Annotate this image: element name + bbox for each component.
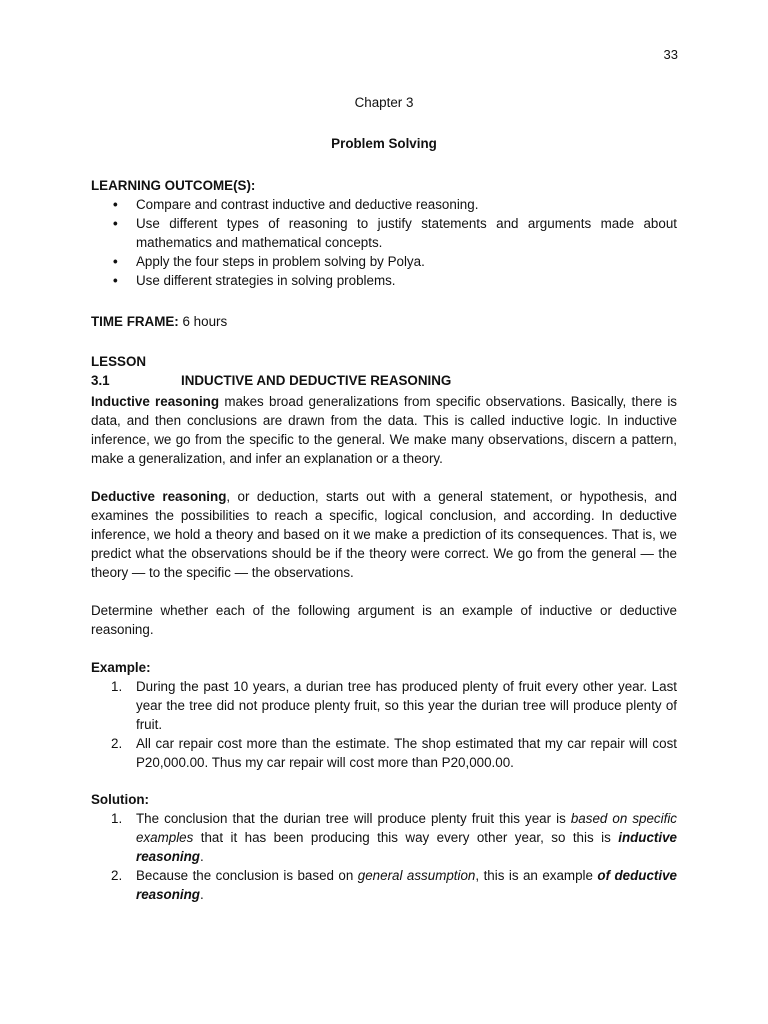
instruction-paragraph: Determine whether each of the following argument is an example of inductive or deductive reasoning. [91,603,677,637]
solution-list [91,809,677,904]
lesson-heading [91,352,677,390]
list-item: 2. All car repair cost more than the estimate. The shop estimated that my car repair will cost P20,000.00. Thus my car repair will cost more than P20,000.00. [111,736,677,770]
learning-outcomes-heading: LEARNING OUTCOME(S): [91,178,256,193]
page-title: Problem Solving [331,136,437,151]
bullet-icon: • [113,216,118,231]
list-item: 1. During the past 10 years, a durian tree has produced plenty of fruit every other year. Last year the tree did not produce plenty fruit, so this year the durian tree will produce plenty of fruit. [111,679,677,732]
time-frame-label: TIME FRAME: [91,314,179,329]
list-item: • Compare and contrast inductive and deductive reasoning. [113,197,479,212]
solution-heading: Solution: [91,792,150,807]
lesson-title: INDUCTIVE AND DEDUCTIVE REASONING [181,373,452,388]
time-frame [91,312,677,331]
example-list [91,677,677,772]
page-number: 33 [663,47,678,62]
example-section [91,658,677,772]
bullet-icon: • [113,254,118,269]
inductive-paragraph [91,392,677,468]
list-item: • Apply the four steps in problem solving by Polya. [113,254,425,269]
bullet-icon: • [113,273,118,288]
learning-outcomes-list [91,195,677,290]
list-item: 2. Because the conclusion is based on general assumption, this is an example of deductive reasoning. [111,868,678,902]
bullet-icon: • [113,197,118,212]
list-item: • Use different types of reasoning to justify statements and arguments made about mathematics and mathematical concepts. [113,216,677,250]
list-item: • Use different strategies in solving problems. [113,273,396,288]
lesson-number: LESSON 3.1 [91,354,147,388]
example-heading: Example: [91,660,151,675]
time-frame-value: 6 hours [182,314,228,329]
learning-outcomes-section [91,176,677,290]
inductive-term: Inductive reasoning [91,394,220,409]
deductive-text: , or deduction, starts out with a general statement, or hypothesis, and examines the possibilities to reach a specific, logical conclusion, and according. In deductive inference, we hold a theory and based on it we make a prediction of its consequences. That is, we predict what the observations should be if the theory were correct. We go from the general — the theory — to the specific — the observations. [91,489,677,580]
deductive-term: Deductive reasoning [91,489,227,504]
list-item: 1. The conclusion that the durian tree will produce plenty fruit this year is based on specific examples that it has been producing this way every other year, so this is inductive reasoning. [111,811,677,864]
chapter-label: Chapter 3 [354,95,414,110]
inductive-text: makes broad generalizations from specific observations. Basically, there is data, and then conclusions are drawn from the data. This is called inductive logic. In inductive inference, we go from the specific to the general. We make many observations, discern a pattern, make a generalization, and infer an explanation or a theory. [91,394,677,466]
deductive-paragraph [91,487,677,582]
solution-section [91,790,677,904]
